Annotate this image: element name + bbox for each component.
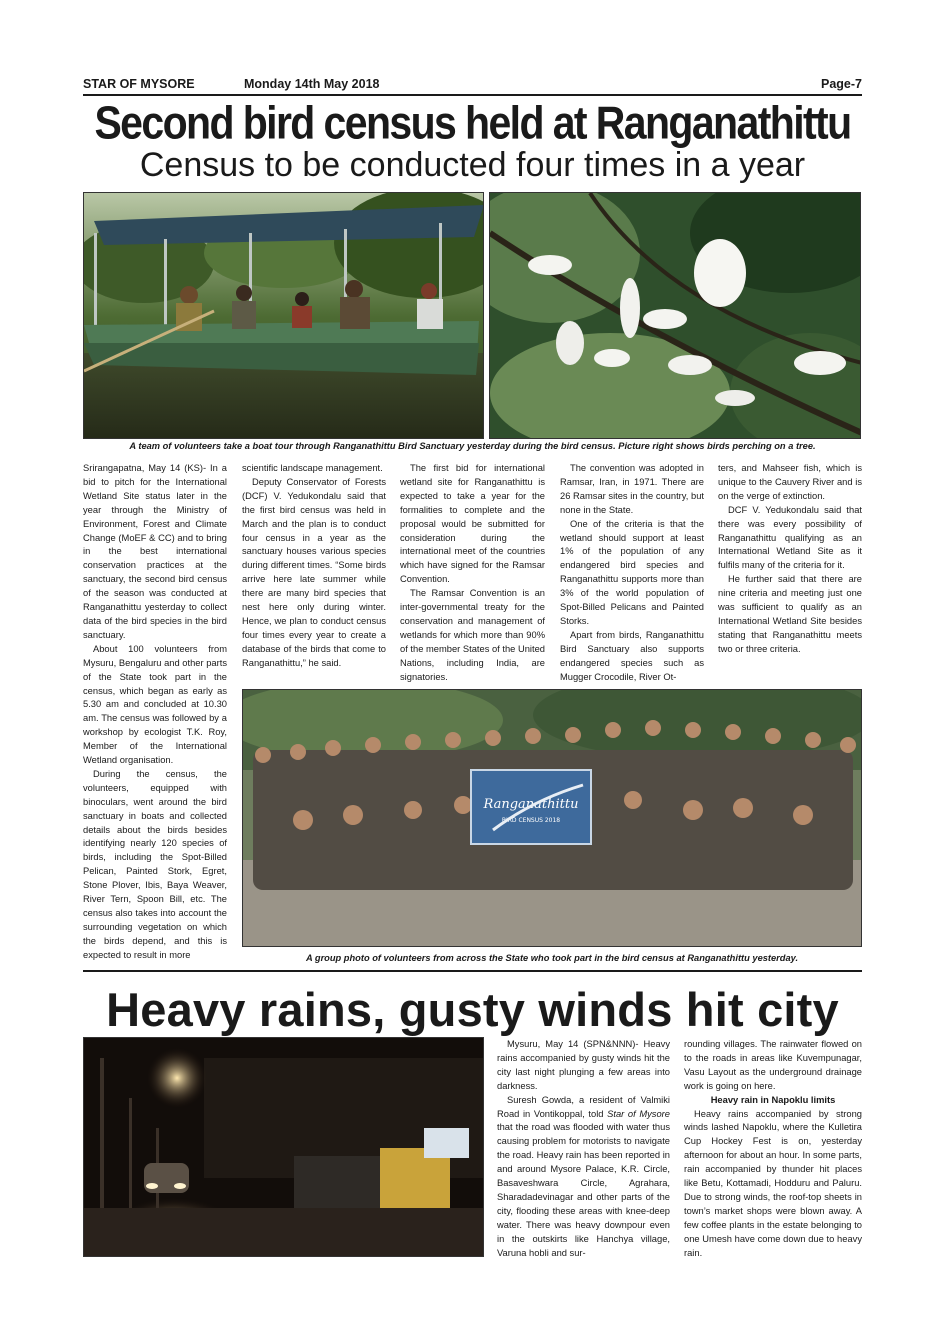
volunteers-group-photo [242, 689, 862, 947]
story1-column-3 [400, 462, 545, 685]
birds-on-tree-photo [489, 192, 861, 439]
story2-col1-p2-b: that the road was flooded with water thus causing problem for motorists to navigate the road. Heavy rain has been reported in and around Mysore Palace, K.R. Circle, Basaveshwara Circle, Agrahara, Sharadadevinagar and other parts of the city, flooding these areas with knee-deep water. There was heavy downpour even in the outskirts like Hanchya village, Varuna hobli and sur- [497, 1122, 670, 1258]
story1-subheadline: Census to be conducted four times in a year [139, 146, 806, 184]
boat-photo [83, 192, 484, 439]
issue-date: Monday 14th May 2018 [244, 77, 380, 91]
story1-col5-p2: DCF V. Yedukondalu said that there was every possibility of Ranganathittu qualifying as an International Wetland Site as it fulfils many of the criteria for it. [718, 504, 862, 571]
rain-night-photo [83, 1037, 484, 1257]
story1-col5-p3: He further said that there are nine criteria and meeting just one was sufficient to qualify as an International Wetland Site besides stating that Ranganathittu meets two or three criteria. [718, 574, 862, 654]
story1-headline: Second bird census held at Ranganathittu [94, 97, 851, 149]
banner-title: Ranganathittu [483, 797, 579, 812]
story2-col1-p2-a: Suresh Gowda, a resident of Valmiki Road in Vontikoppal, told [497, 1094, 670, 1119]
story2-headline: Heavy rains, gusty winds hit city [106, 983, 839, 1036]
story2-col1-p2 [497, 1094, 670, 1261]
story-separator [83, 970, 862, 972]
story2-column-1 [497, 1038, 670, 1261]
story2-paper-name: Star of Mysore [607, 1108, 670, 1119]
story1-col4-p2: One of the criteria is that the wetland should support at least 1% of the population of any endangered bird species and Ranganathittu supports more than 3% of the world population of Spot-Billed Pelicans and Painted Storks. [560, 518, 704, 626]
story1-col4-p3: Apart from birds, Ranganathittu Bird Sanctuary also supports endangered species such as Mugger Crocodile, River Ot- [560, 629, 704, 682]
story1-column-4 [560, 462, 704, 685]
story1-col3-p1: The first bid for international wetland site for Ranganathittu is expected to take a year for the formalities to complete and the proposal would be submitted for consideration during the international meet of the countries which have signed for the Ramsar Convention. [400, 463, 545, 585]
story1-col2-p2: Deputy Conservator of Forests (DCF) V. Yedukondalu said that the first bird census was held in March and the plan is to conduct four census in a year as the sanctuary houses various species during different times. “Some birds arrive here late summer while there are many bird species that nest here only during winter. Hence, we plan to conduct census four times every year to create a database of the birds that come to Ranganathittu,” he said. [242, 476, 386, 668]
story1-col1-p1: Srirangapatna, May 14 (KS)- In a bid to pitch for the International Wetland Site status later in the year through the Ministry of Environment, Forest and Climate Change (MoEF & CC) and to bring in the best international conservation practices at the sanctuary, the second bird census of the season was conducted at Ranganathittu yesterday to collect data of the bird species in the bird sanctuary. [83, 463, 227, 640]
story1-col2-p1: scientific landscape management. [242, 463, 383, 473]
story1-col4-p1: The convention was adopted in Ramsar, Iran, in 1971. There are 26 Ramsar sites in the country, but none in the State. [560, 463, 704, 515]
page-number: Page-7 [821, 77, 862, 91]
story2-col1-p1: Mysuru, May 14 (SPN&NNN)- Heavy rains accompanied by gusty winds hit the city last night plunging a few areas into darkness. [497, 1039, 670, 1091]
banner-subtitle: BIRD CENSUS 2018 [501, 817, 561, 824]
story2-column-2 [684, 1038, 862, 1261]
story1-col1-p2: About 100 volunteers from Mysuru, Bengaluru and other parts of the State took part in the census, which began as early as 5.30 am and concluded at 10.30 am. The census was followed by a workshop by ecologist T.K. Roy, Member of the International Wetland organisation. [83, 643, 227, 766]
story1-col3-p2: The Ramsar Convention is an inter-governmental treaty for the conservation and management of wetlands for which more than 90% of the member States of the United Nations, including India, are signatories. [400, 588, 545, 682]
header-rule [83, 94, 862, 96]
group-photo-caption: A group photo of volunteers from across the State who took part in the bird census at Ranganathittu yesterday. [305, 953, 799, 963]
story1-col5-p1: ters, and Mahseer fish, which is unique to the Cauvery River and is on the verge of extinction. [718, 463, 862, 501]
story1-col1-p3: During the census, the volunteers, equipped with binoculars, went around the bird sanctuary in boats and collected details about the birds besides identifying nearly 120 species of birds, including the Spot-Billed Pelican, Painted Stork, Egret, Stone Plover, Ibis, Baya Weaver, River Tern, Spoon Bill, etc. The census also takes into account the surrounding vegetation on which the birds depend, and this is expected to result in more [83, 768, 227, 960]
story1-column-1 [83, 462, 227, 963]
story2-col2-p2: Heavy rains accompanied by strong winds lashed Napoklu, where the Kulletira Cup Hockey Fest is on, yesterday afternoon for about an hour. In some parts, rain accompanied by thunder hit places like Betu, Kottamadi, Hodduru and Paluru. Due to strong winds, the roof-top sheets in town’s market shops were blown away. A few coffee plants in the estate belonging to one Umesh have come down due to heavy rain. [684, 1108, 862, 1258]
story2-subheading: Heavy rain in Napoklu limits [710, 1094, 836, 1105]
top-photo-caption: A team of volunteers take a boat tour through Ranganathittu Bird Sanctuary yesterday during the bird census. Picture right shows birds perching on a tree. [129, 441, 816, 451]
story2-col2-p1: rounding villages. The rainwater flowed on to the roads in areas like Kuvempunagar, Vasu Layout as the underground drainage work is going on here. [684, 1039, 862, 1091]
story1-column-2 [242, 462, 386, 671]
story1-column-5 [718, 462, 862, 657]
paper-name: STAR OF MYSORE [83, 77, 195, 91]
